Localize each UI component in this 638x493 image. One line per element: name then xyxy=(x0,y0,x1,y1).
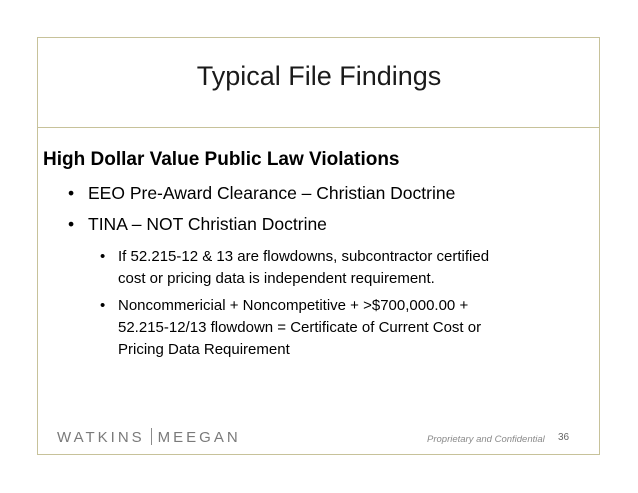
title-divider xyxy=(37,127,600,128)
bullet-text: TINA – NOT Christian Doctrine xyxy=(88,214,327,234)
sub-bullet-line: If 52.215-12 & 13 are flowdowns, subcontractor certified xyxy=(118,248,490,265)
logo-word-right: MEEGAN xyxy=(157,429,241,446)
page-number: 36 xyxy=(558,432,570,443)
bullet-icon: • xyxy=(68,183,75,203)
slide-title: Typical File Findings xyxy=(196,61,442,91)
logo-word-left: WATKINS xyxy=(57,429,145,446)
confidential-notice: Proprietary and Confidential xyxy=(427,434,545,445)
sub-bullet-line: Noncommericial + Noncompetitive + >$700,000.00 + xyxy=(118,297,469,314)
sub-bullet-line: 52.215-12/13 flowdown = Certificate of Current Cost or xyxy=(118,319,482,336)
bullet-text: EEO Pre-Award Clearance – Christian Doctrine xyxy=(88,183,456,203)
bullet-icon: • xyxy=(100,297,106,314)
section-heading: High Dollar Value Public Law Violations xyxy=(43,149,400,170)
logo-separator xyxy=(151,428,152,445)
bullet-icon: • xyxy=(68,214,75,234)
bullet-icon: • xyxy=(100,248,106,265)
sub-bullet-line: cost or pricing data is independent requirement. xyxy=(118,270,435,287)
sub-bullet-line: Pricing Data Requirement xyxy=(118,341,290,358)
company-logo xyxy=(57,428,241,446)
